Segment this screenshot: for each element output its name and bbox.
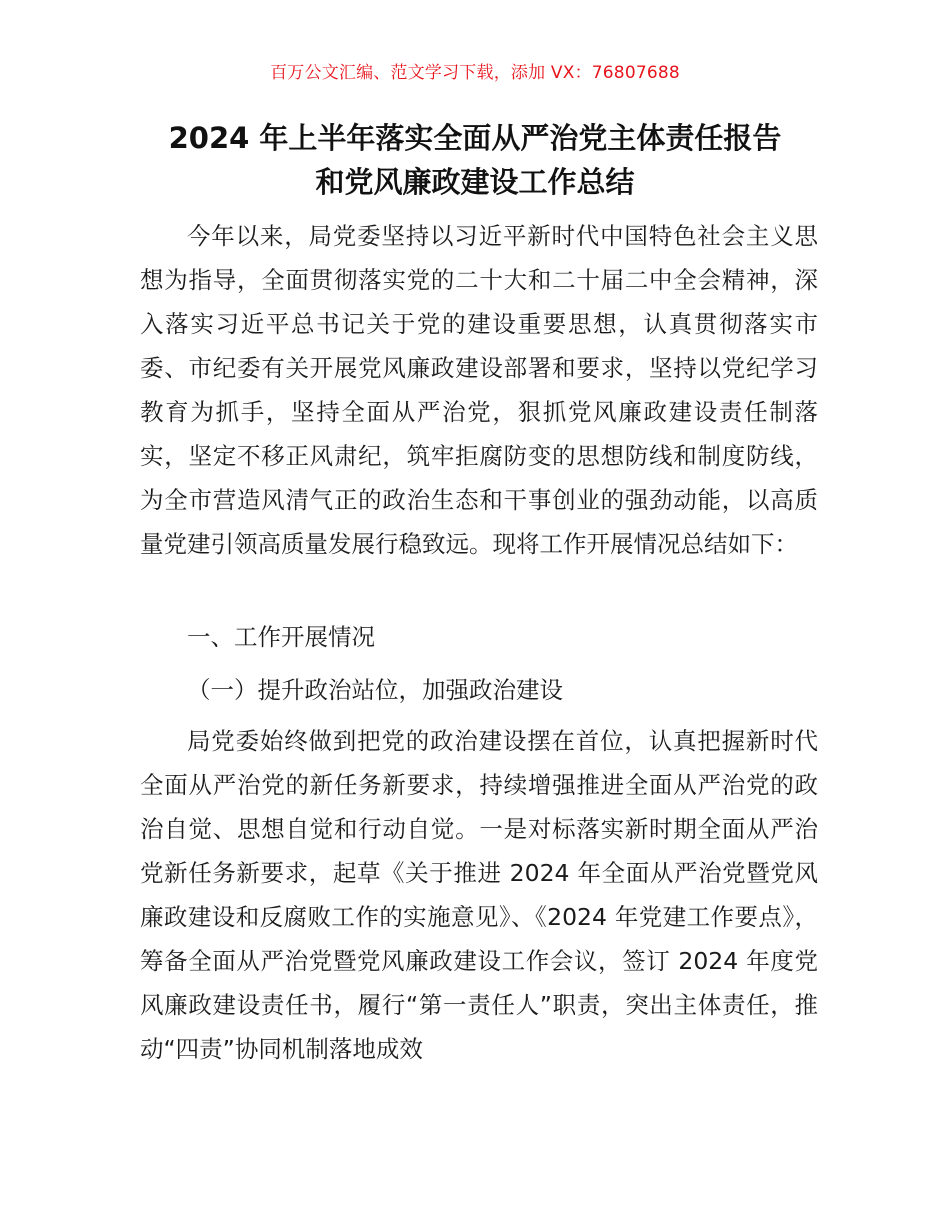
paragraph-text: 今年以来，局党委坚持以习近平新时代中国特色社会主义思想为指导，全面贯彻落实党的二十大和二十届二中全会精神，深入落实习近平总书记关于党的建设重要思想，认真贯彻落实市委、市纪委有关开展党风廉政建设部署和要求，坚持以党纪学习教育为抓手，坚持全面从严治党，狠抓党风廉政建设责任制落实，坚定不移正风肃纪，筑牢拒腐防变的思想防线和制度防线，为全市营造风清气正的政治生态和干事创业的强劲动能，以高质量党建引领高质量发展行稳致远。现将工作开展情况总结如下：	[140, 222, 818, 558]
header-watermark-note: 百万公文汇编、范文学习下载，添加 VX：76807688	[270, 63, 680, 83]
section-heading-1	[140, 615, 818, 659]
section-heading-text: 一、工作开展情况	[187, 623, 375, 651]
subsection-heading-1	[140, 668, 818, 712]
document-title	[0, 116, 950, 204]
body-paragraph-1	[140, 214, 818, 566]
subsection-heading-text: （一）提升政治站位，加强政治建设	[187, 676, 563, 704]
title-line-2: 和党风廉政建设工作总结	[315, 165, 635, 199]
paragraph-text: 局党委始终做到把党的政治建设摆在首位，认真把握新时代全面从严治党的新任务新要求，持续增强推进全面从严治党的政治自觉、思想自觉和行动自觉。一是对标落实新时期全面从严治党新任务新要求，起草《关于推进 2024 年全面从严治党暨党风廉政建设和反腐败工作的实施意见》、《2024 年党建工作要点》，筹备全面从严治党暨党风廉政建设工作会议，签订 2024 年度党风廉政建设责任书，履行“第一责任人”职责，突出主体责任，推动“四责”协同机制落地成效	[140, 727, 818, 1063]
body-paragraph-2	[140, 719, 818, 1071]
title-line-1: 2024 年上半年落实全面从严治党主体责任报告	[168, 121, 782, 155]
